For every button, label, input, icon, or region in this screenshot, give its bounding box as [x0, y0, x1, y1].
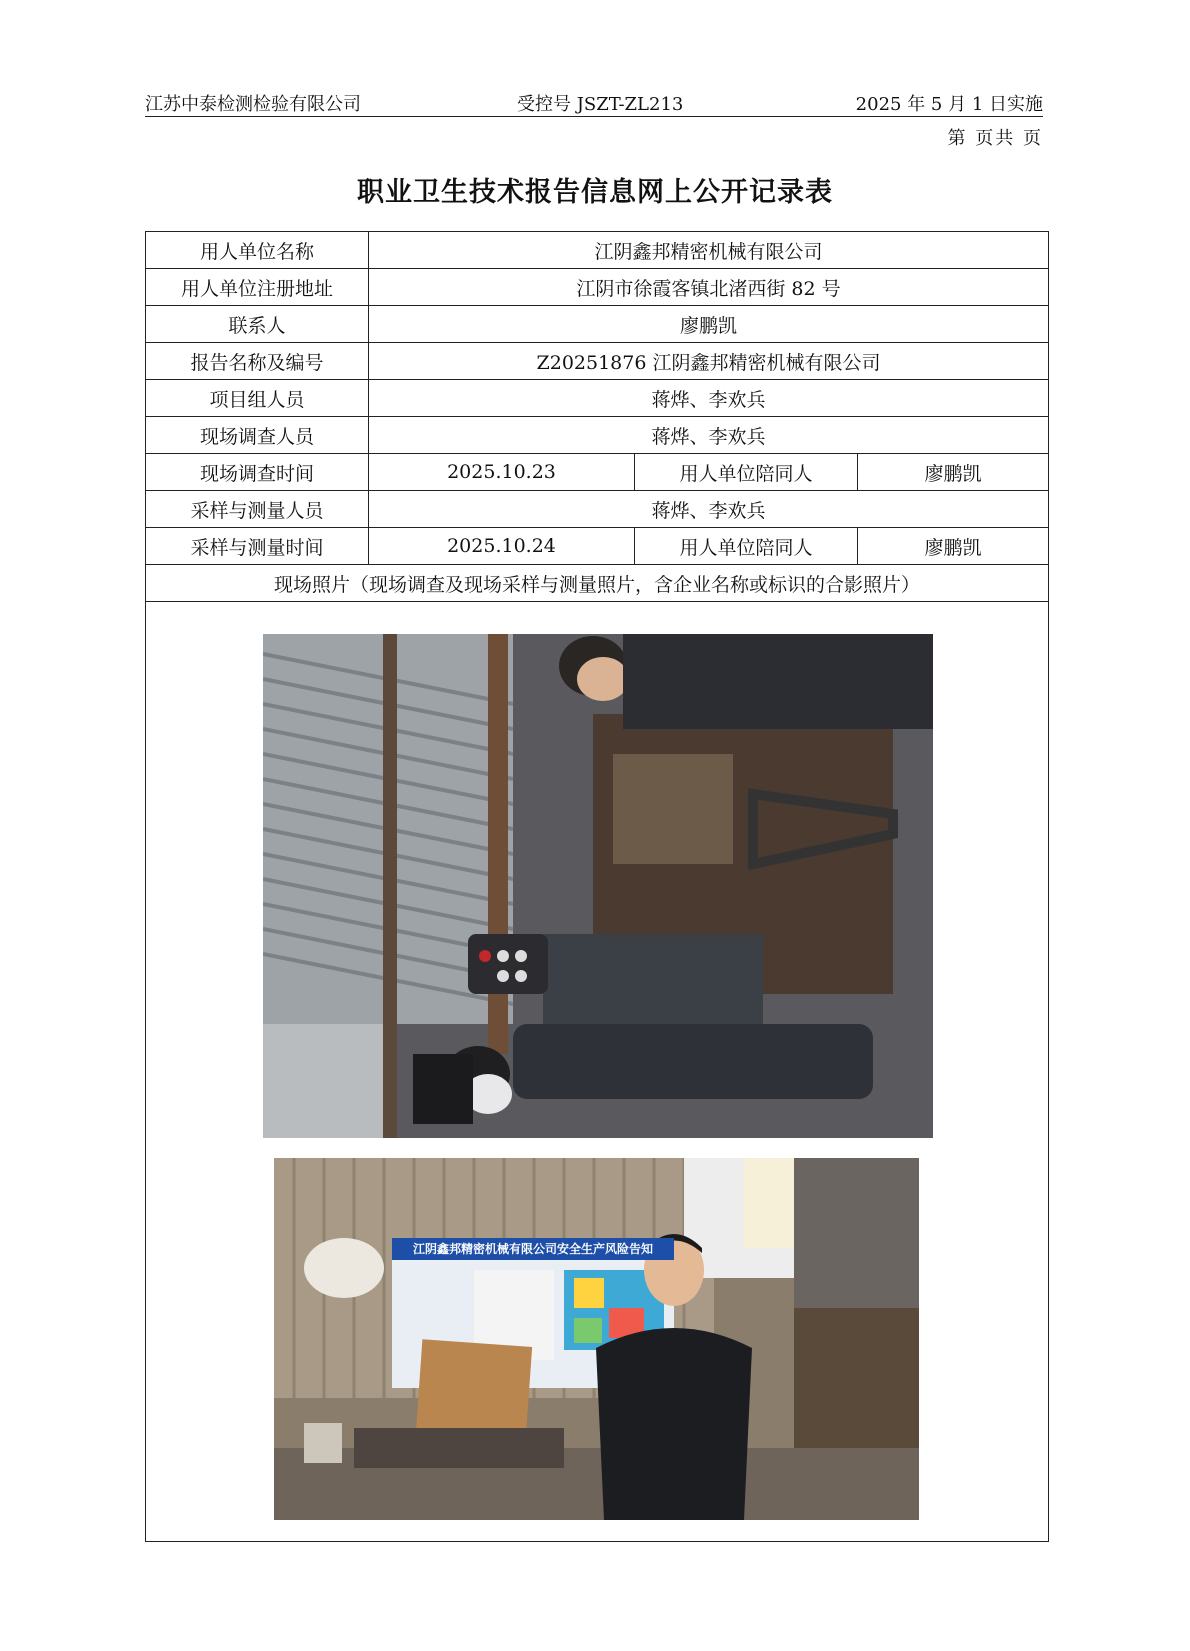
cell-value: 廖鹏凯: [858, 528, 1049, 565]
table-row: [146, 269, 1049, 306]
table-row: [146, 454, 1049, 491]
cell-value: 2025.10.23: [369, 454, 635, 491]
document-header: [145, 90, 1043, 114]
cell-value: 蒋烨、李欢兵: [369, 417, 1049, 454]
header-divider: [145, 116, 1043, 117]
cell-label: 现场调查时间: [146, 454, 369, 491]
cell-label: 用人单位陪同人: [635, 528, 858, 565]
poster-title: 江阴鑫邦精密机械有限公司安全生产风险告知: [392, 1238, 674, 1260]
cell-value: Z20251876 江阴鑫邦精密机械有限公司: [369, 343, 1049, 380]
page-number: 第 页共 页: [947, 128, 1043, 149]
photo-survey-image: [263, 634, 933, 1138]
header-control-no: 受控号 JSZT-ZL213: [517, 94, 684, 115]
cell-value: 江阴鑫邦精密机械有限公司: [369, 232, 1049, 269]
table-row: [146, 491, 1049, 528]
cell-label: 项目组人员: [146, 380, 369, 417]
photo-group-image: [274, 1158, 919, 1520]
cell-label: 报告名称及编号: [146, 343, 369, 380]
cell-value: 江阴市徐霞客镇北渚西街 82 号: [369, 269, 1049, 306]
cell-label: 用人单位陪同人: [635, 454, 858, 491]
table-row: [146, 232, 1049, 269]
cell-label: 用人单位注册地址: [146, 269, 369, 306]
cell-value: 廖鹏凯: [858, 454, 1049, 491]
table-row: [146, 306, 1049, 343]
header-company: 江苏中泰检测检验有限公司: [145, 94, 361, 115]
cell-label: 用人单位名称: [146, 232, 369, 269]
table-row: [146, 343, 1049, 380]
header-effective-date: 2025 年 5 月 1 日实施: [855, 94, 1043, 115]
cell-label: 联系人: [146, 306, 369, 343]
site-photo-group: [274, 1158, 919, 1520]
photos-caption: 现场照片（现场调查及现场采样与测量照片，含企业名称或标识的合影照片）: [146, 565, 1049, 602]
cell-label: 采样与测量时间: [146, 528, 369, 565]
table-row: [146, 565, 1049, 602]
cell-value: 蒋烨、李欢兵: [369, 380, 1049, 417]
cell-label: 现场调查人员: [146, 417, 369, 454]
cell-value: 蒋烨、李欢兵: [369, 491, 1049, 528]
page-title: 职业卫生技术报告信息网上公开记录表: [357, 177, 833, 208]
site-photo-survey: [263, 634, 933, 1138]
table-row: [146, 380, 1049, 417]
cell-value: 2025.10.24: [369, 528, 635, 565]
cell-value: 廖鹏凯: [369, 306, 1049, 343]
table-row: [146, 417, 1049, 454]
table-row: [146, 528, 1049, 565]
cell-label: 采样与测量人员: [146, 491, 369, 528]
